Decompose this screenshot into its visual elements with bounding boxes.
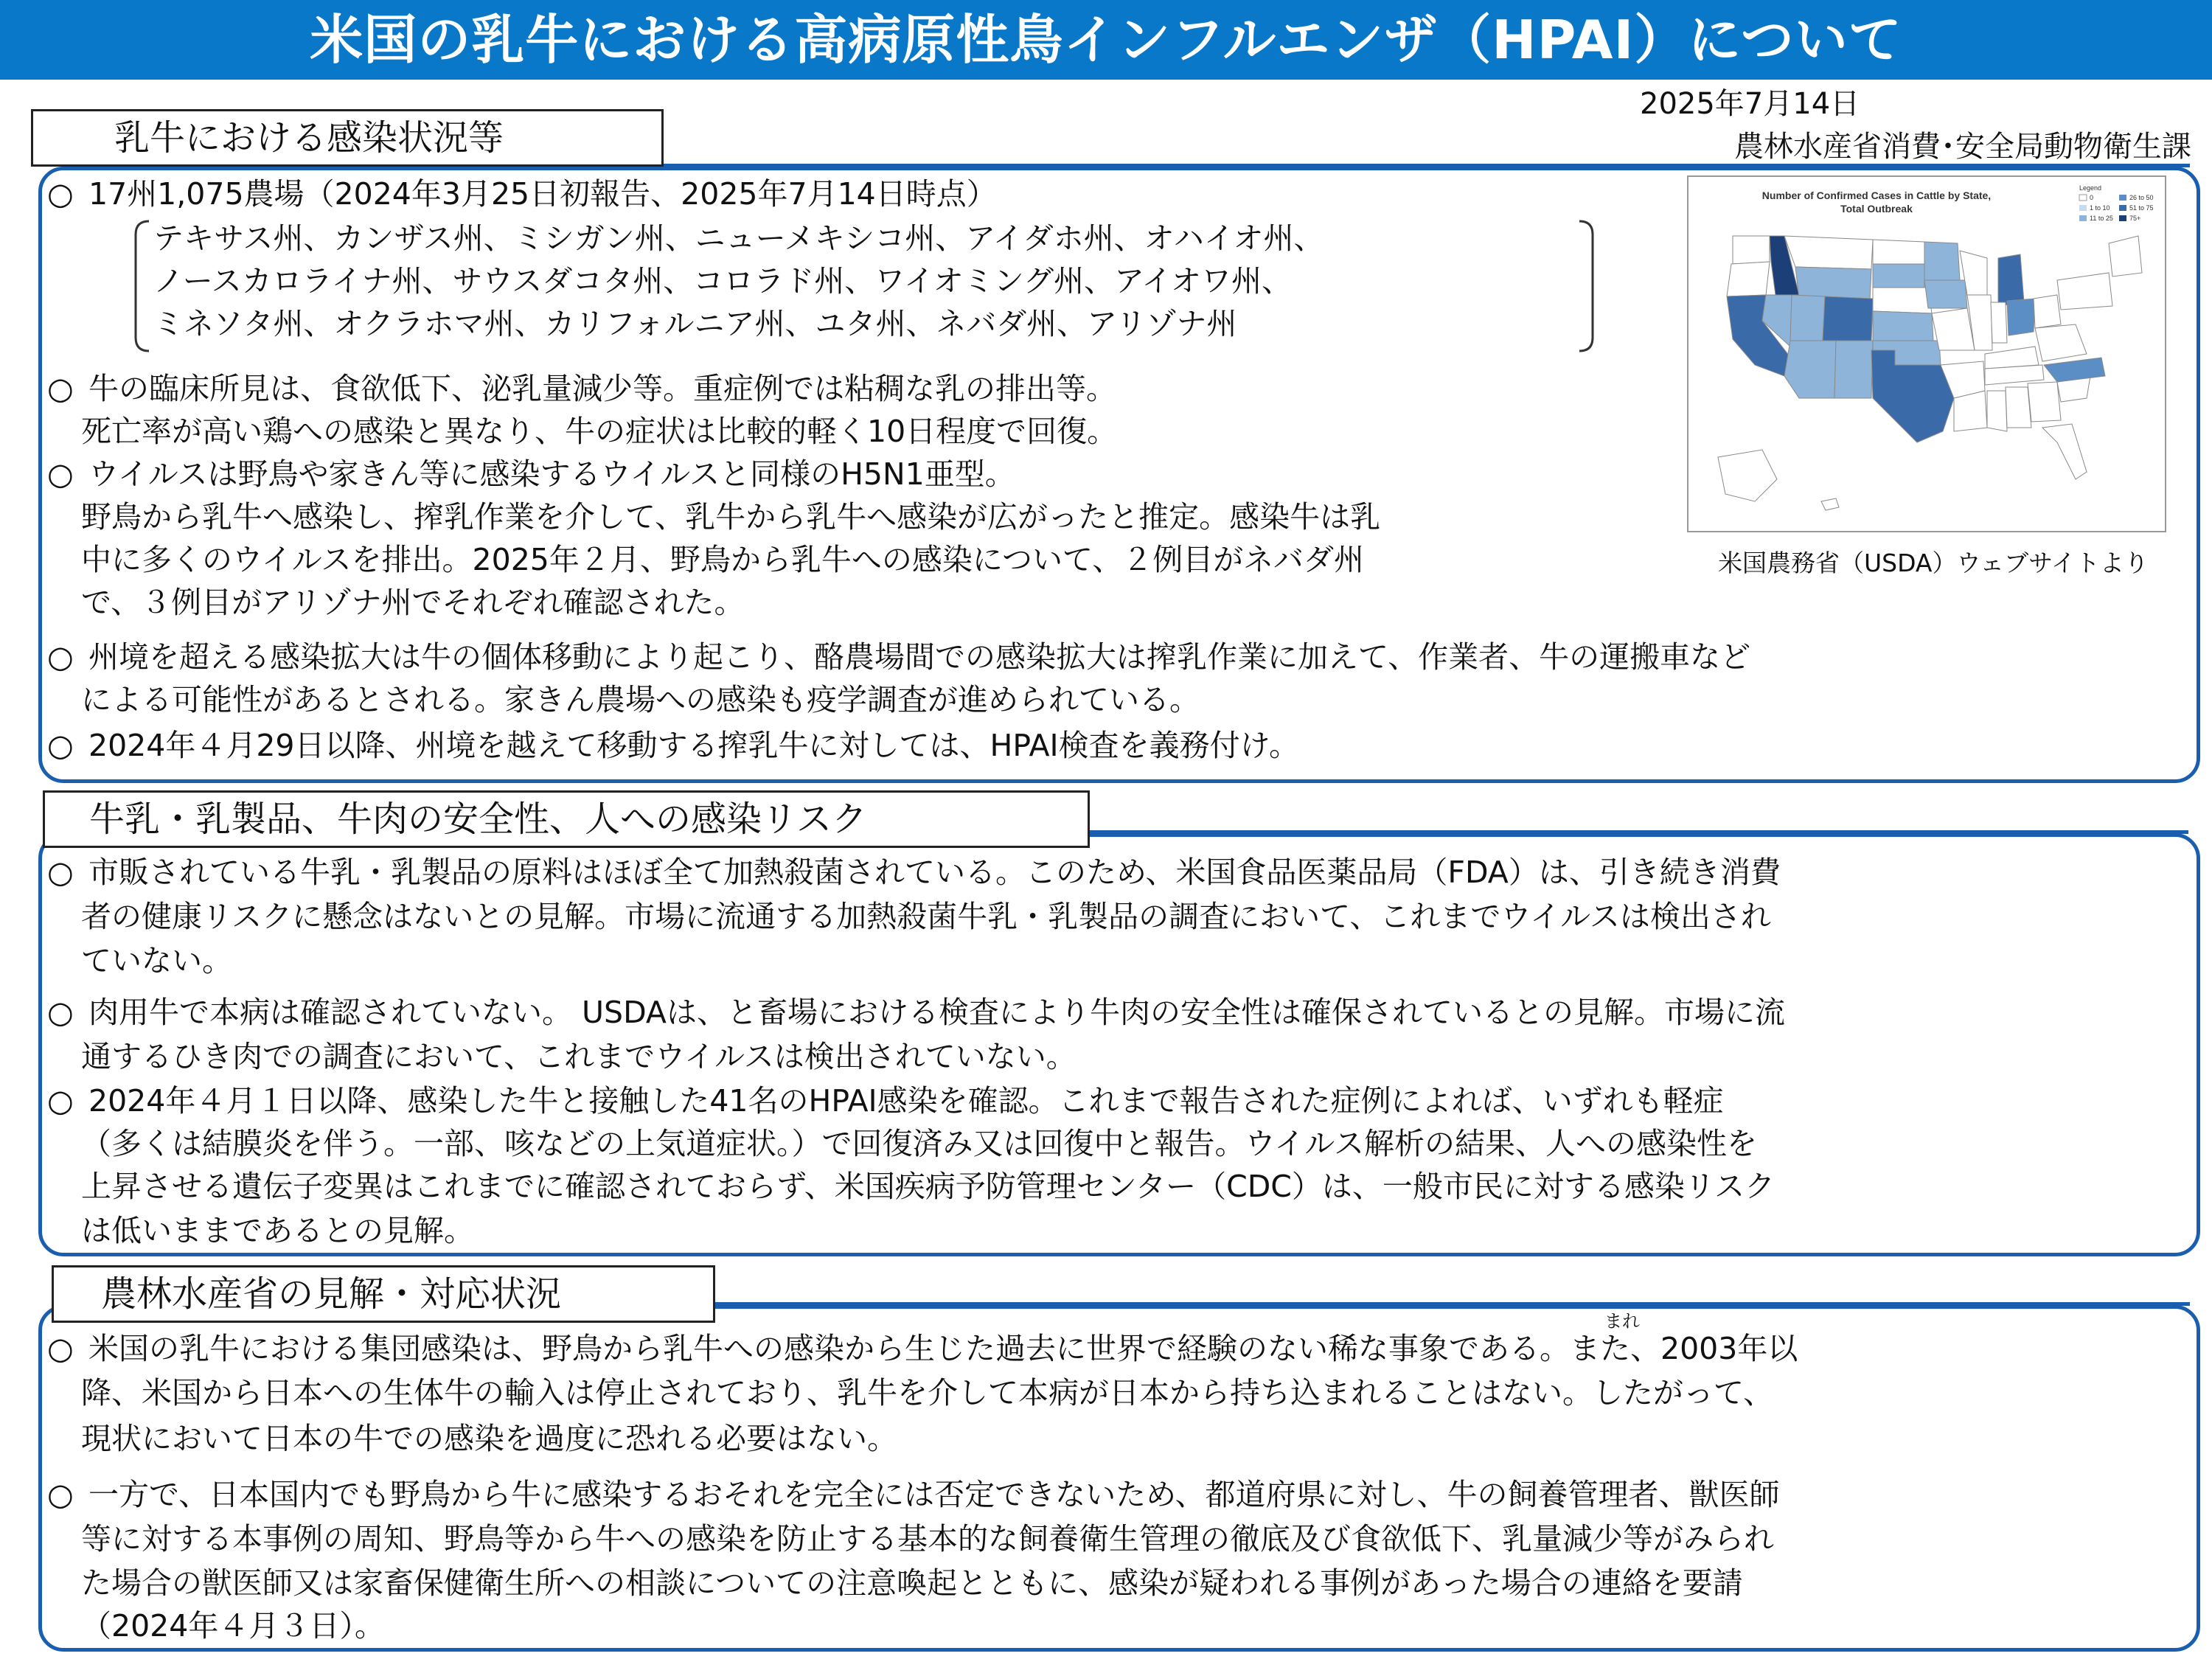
s1-line-5: ○ 牛の臨床所見は、食欲低下、泌乳量減少等。重症例では粘稠な乳の排出等。	[47, 371, 1116, 406]
s2-line-4: ○ 肉用牛で本病は確認されていない。 USDAは、と畜場における検査により牛肉の安全性は確保されているとの見解。市場に流	[47, 995, 1785, 1030]
legend-0: 0	[2090, 194, 2094, 201]
map-title-2: Total Outbreak	[1840, 203, 1913, 215]
s1-line-1: ○ 17州1,075農場（2024年3月25日初報告、2025年7月14日時点）	[47, 176, 997, 212]
s1-line-10: で、３例目がアリゾナ州でそれぞれ確認された。	[81, 585, 745, 620]
legend-4: 51 to 75	[2129, 204, 2154, 212]
map-caption: 米国農務省（USDA）ウェブサイトより	[1718, 549, 2149, 577]
hawaii-shape	[1821, 498, 1839, 510]
ruby-annotation: まれ	[1604, 1311, 1640, 1332]
s2-line-9: は低いままであるとの見解。	[81, 1213, 474, 1248]
s1-line-12: による可能性があるとされる。家きん農場への感染も疫学調査が進められている。	[81, 682, 1200, 717]
s3-line-3: 現状において日本の牛での感染を過度に恐れる必要はない。	[81, 1421, 897, 1456]
section1-heading: 乳牛における感染状況等	[31, 109, 664, 167]
section3-heading: 農林水産省の見解・対応状況	[52, 1265, 715, 1323]
legend-title: Legend	[2079, 184, 2102, 192]
s1-state-line-1: テキサス州、カンザス州、ミシガン州、ニューメキシコ州、アイダホ州、オハイオ州、	[153, 220, 1324, 256]
s3-line-4: ○ 一方で、日本国内でも野鳥から牛に感染するおそれを完全には否定できないため、都道府県に対し、牛の飼養管理者、獣医師	[47, 1477, 1780, 1512]
s3-line-1: ○ 米国の乳牛における集団感染は、野鳥から乳牛への感染から生じた過去に世界で経験のない稀な事象である。また、2003年以	[47, 1331, 1798, 1366]
s3-line-5: 等に対する本事例の周知、野鳥等から牛への感染を防止する基本的な飼養衛生管理の徹底及び食欲低下、乳量減少等がみられ	[81, 1521, 1774, 1557]
s2-line-8: 上昇させる遺伝子変異はこれまでに確認されておらず、米国疾病予防管理センター（CDC）は、一般市民に対する感染リスク	[81, 1169, 1775, 1204]
s1-line-13: ○ 2024年４月29日以降、州境を越えて移動する搾乳牛に対しては、HPAI検査を義務付け。	[47, 728, 1299, 763]
map-legend	[2079, 184, 2154, 222]
s2-line-2: 者の健康リスクに懸念はないとの見解。市場に流通する加熱殺菌牛乳・乳製品の調査において、これまでウイルスは検出され	[81, 899, 1771, 934]
s3-line-7: （2024年４月３日）。	[81, 1608, 385, 1644]
date-text: 2025年7月14日	[1640, 87, 1860, 121]
organization-text: 農林水産省消費･安全局動物衛生課	[1734, 130, 2191, 164]
page-title: 米国の乳牛における高病原性鳥インフルエンザ（HPAI）について	[0, 0, 2212, 80]
legend-2: 11 to 25	[2090, 215, 2113, 222]
legend-3: 26 to 50	[2129, 194, 2154, 201]
s2-line-5: 通するひき肉での調査において、これまでウイルスは検出されていない。	[81, 1039, 1077, 1074]
s1-line-9: 中に多くのウイルスを排出。2025年２月、野鳥から乳牛への感染について、２例目がネバダ州	[81, 542, 1364, 577]
us-cattle-cases-map	[1687, 175, 2166, 532]
legend-1: 1 to 10	[2090, 204, 2110, 212]
s1-state-line-3: ミネソタ州、オクラホマ州、カリフォルニア州、ユタ州、ネバダ州、アリゾナ州	[153, 306, 1237, 341]
s2-line-7: （多くは結膜炎を伴う。一部、咳などの上気道症状。）で回復済み又は回復中と報告。ウイルス解析の結果、人への感染性を	[81, 1126, 1758, 1161]
s2-line-3: ていない。	[81, 943, 232, 978]
s1-line-7: ○ ウイルスは野鳥や家きん等に感染するウイルスと同様のH5N1亜型。	[47, 456, 1015, 492]
s3-line-2: 降、米国から日本への生体牛の輸入は停止されており、乳牛を介して本病が日本から持ち込まれることはない。したがって、	[81, 1375, 1774, 1411]
header-info	[1631, 83, 2191, 168]
s3-line-6: た場合の獣医師又は家畜保健衛生所への相談についての注意喚起とともに、感染が疑われる事例があった場合の連絡を要請	[81, 1565, 1743, 1601]
s1-line-8: 野鳥から乳牛へ感染し、搾乳作業を介して、乳牛から乳牛へ感染が広がったと推定。感染牛は乳	[81, 499, 1381, 535]
s1-state-line-2: ノースカロライナ州、サウスダコタ州、コロラド州、ワイオミング州、アイオワ州、	[153, 263, 1293, 299]
us-states	[1727, 236, 2142, 479]
s2-line-1: ○ 市販されている牛乳・乳製品の原料はほぼ全て加熱殺菌されている。このため、米国食品医薬品局（FDA）は、引き続き消費	[47, 855, 1781, 890]
s1-line-11: ○ 州境を超える感染拡大は牛の個体移動により起こり、酪農場間での感染拡大は搾乳作業に加えて、作業者、牛の運搬車など	[47, 639, 1751, 675]
alaska-shape	[1718, 450, 1777, 501]
map-title-1: Number of Confirmed Cases in Cattle by State,	[1761, 189, 1992, 201]
s1-line-6: 死亡率が高い鶏への感染と異なり、牛の症状は比較的軽く10日程度で回復。	[81, 414, 1118, 449]
section2-heading: 牛乳・乳製品、牛肉の安全性、人への感染リスク	[43, 790, 1090, 848]
s2-line-6: ○ 2024年４月１日以降、感染した牛と接触した41名のHPAI感染を確認。これまで報告された症例によれば、いずれも軽症	[47, 1083, 1724, 1119]
legend-5: 75+	[2129, 215, 2141, 222]
